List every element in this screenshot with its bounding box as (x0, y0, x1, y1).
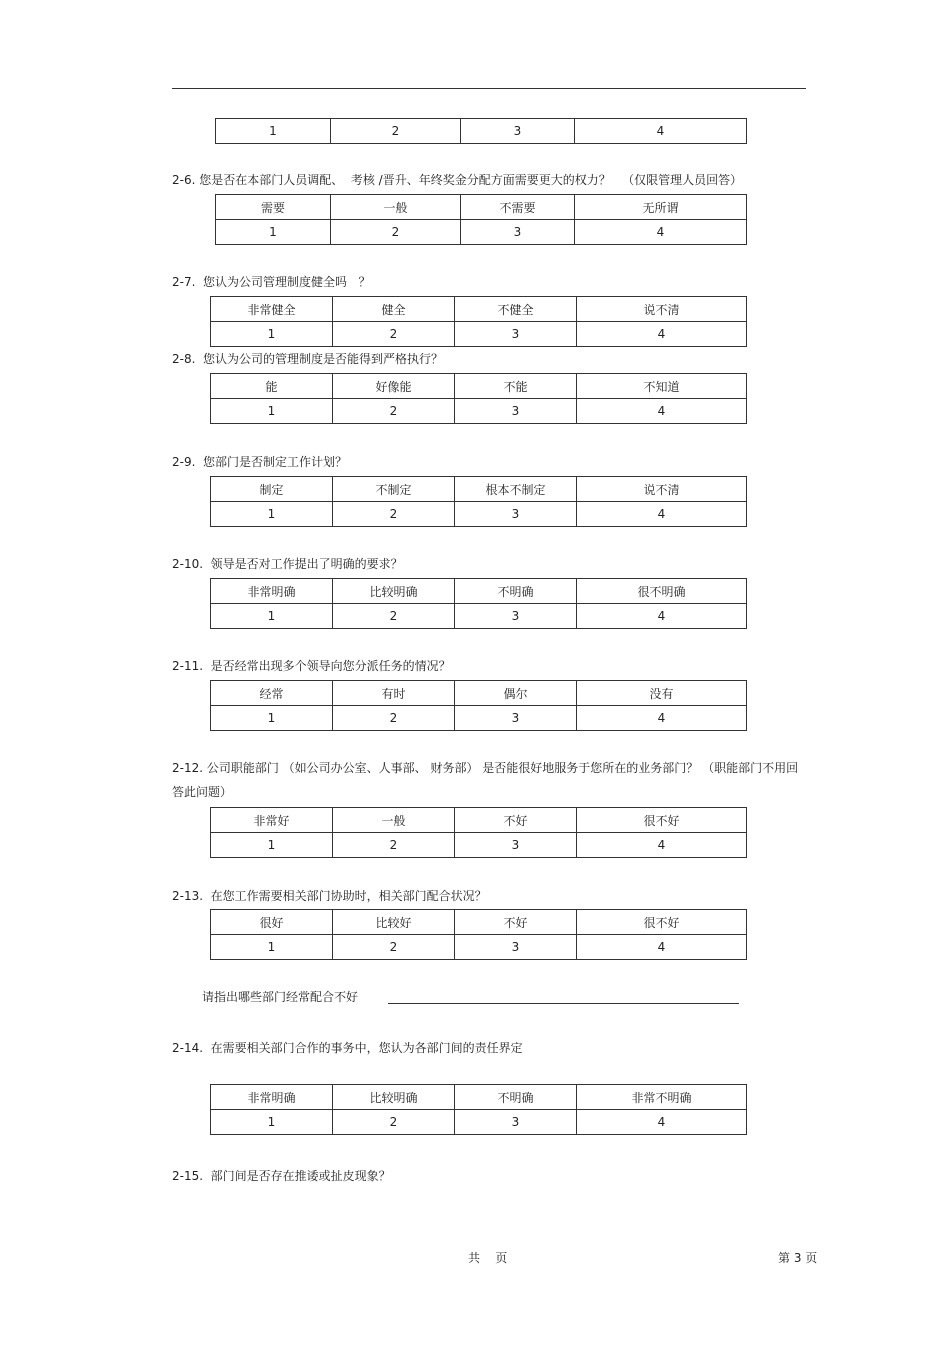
table-row (211, 808, 747, 833)
option-label: 比较明确 (333, 579, 455, 604)
option-value[interactable]: 3 (455, 1110, 577, 1135)
option-label: 有时 (333, 681, 455, 706)
option-label: 不明确 (455, 579, 577, 604)
option-value[interactable]: 4 (577, 399, 747, 424)
option-value[interactable]: 3 (455, 399, 577, 424)
option-value[interactable]: 2 (333, 833, 455, 858)
option-label: 不需要 (461, 195, 575, 220)
option-value[interactable]: 1 (211, 833, 333, 858)
option-value[interactable]: 4 (577, 502, 747, 527)
table-row (211, 833, 747, 858)
option-label: 一般 (333, 808, 455, 833)
option-value[interactable]: 3 (455, 502, 577, 527)
option-label: 说不清 (577, 297, 747, 322)
table-row (211, 1110, 747, 1135)
question-2-8: 2-8. 您认为公司的管理制度是否能得到严格执行？ (172, 352, 444, 366)
option-table-q214 (210, 1084, 747, 1135)
question-2-13: 2-13. 在您工作需要相关部门协助时，相关部门配合状况？ (172, 889, 487, 903)
option-table-q211 (210, 680, 747, 731)
option-label: 根本不制定 (455, 477, 577, 502)
option-label: 需要 (216, 195, 331, 220)
option-table-q0 (215, 118, 747, 144)
option-label: 很不明确 (577, 579, 747, 604)
option-label: 比较好 (333, 910, 455, 935)
option-value[interactable]: 1 (211, 706, 333, 731)
option-table-q27 (210, 296, 747, 347)
option-value[interactable]: 1 (216, 220, 331, 245)
option-label: 非常不明确 (577, 1085, 747, 1110)
option-value[interactable]: 4 (575, 220, 747, 245)
question-2-6: 2-6. 您是否在本部门人员调配、 考核 /晋升、年终奖金分配方面需要更大的权力？ （仅限管理人员回答） (172, 173, 743, 187)
option-value[interactable]: 3 (455, 935, 577, 960)
table-row (211, 706, 747, 731)
table-row (211, 374, 747, 399)
option-label: 非常明确 (211, 1085, 333, 1110)
option-value[interactable]: 4 (575, 119, 747, 144)
option-value[interactable]: 2 (333, 1110, 455, 1135)
option-table-q210 (210, 578, 747, 629)
option-label: 非常健全 (211, 297, 333, 322)
option-label: 好像能 (333, 374, 455, 399)
option-label: 非常好 (211, 808, 333, 833)
option-value[interactable]: 1 (211, 604, 333, 629)
option-label: 很不好 (577, 910, 747, 935)
option-label: 偶尔 (455, 681, 577, 706)
option-value[interactable]: 4 (577, 833, 747, 858)
option-label: 不好 (455, 808, 577, 833)
fill-in-line[interactable] (388, 1003, 739, 1004)
header-rule (172, 88, 806, 89)
option-label: 说不清 (577, 477, 747, 502)
option-label: 不好 (455, 910, 577, 935)
option-value[interactable]: 2 (333, 399, 455, 424)
table-row (211, 910, 747, 935)
option-value[interactable]: 1 (211, 1110, 333, 1135)
option-value[interactable]: 3 (455, 706, 577, 731)
table-row (216, 220, 747, 245)
table-row (211, 935, 747, 960)
table-row (211, 477, 747, 502)
option-value[interactable]: 4 (577, 935, 747, 960)
option-value[interactable]: 2 (333, 935, 455, 960)
option-value[interactable]: 2 (331, 119, 461, 144)
option-label: 制定 (211, 477, 333, 502)
question-2-12: 2-12. 公司职能部门 （如公司办公室、人事部、 财务部） 是否能很好地服务于您所在的业务部门？ （职能部门不用回答此问题） (172, 761, 799, 799)
question-2-9: 2-9. 您部门是否制定工作计划？ (172, 455, 348, 469)
option-value[interactable]: 3 (461, 220, 575, 245)
question-2-11: 2-11. 是否经常出现多个领导向您分派任务的情况？ (172, 659, 451, 673)
footer-page-number: 第 3 页 (778, 1251, 818, 1265)
option-label: 没有 (577, 681, 747, 706)
question-2-15: 2-15. 部门间是否存在推诿或扯皮现象？ (172, 1169, 391, 1183)
option-value[interactable]: 4 (577, 706, 747, 731)
option-value[interactable]: 2 (333, 706, 455, 731)
option-value[interactable]: 3 (455, 322, 577, 347)
option-value[interactable]: 4 (577, 1110, 747, 1135)
option-value[interactable]: 2 (333, 604, 455, 629)
table-row (211, 297, 747, 322)
option-label: 能 (211, 374, 333, 399)
option-table-q213 (210, 909, 747, 960)
option-value[interactable]: 4 (577, 604, 747, 629)
option-label: 不健全 (455, 297, 577, 322)
question-2-10: 2-10. 领导是否对工作提出了明确的要求？ (172, 557, 403, 571)
question-2-7: 2-7. 您认为公司管理制度健全吗 ？ (172, 275, 371, 289)
option-label: 不能 (455, 374, 577, 399)
option-label: 健全 (333, 297, 455, 322)
table-row (211, 1085, 747, 1110)
option-label: 一般 (331, 195, 461, 220)
option-label: 很不好 (577, 808, 747, 833)
option-label: 不制定 (333, 477, 455, 502)
option-label: 非常明确 (211, 579, 333, 604)
option-value[interactable]: 1 (211, 502, 333, 527)
option-table-q29 (210, 476, 747, 527)
option-value[interactable]: 1 (211, 322, 333, 347)
option-value[interactable]: 3 (455, 833, 577, 858)
option-value[interactable]: 2 (331, 220, 461, 245)
question-2-14: 2-14. 在需要相关部门合作的事务中，您认为各部门间的责任界定 (172, 1041, 523, 1055)
option-value[interactable]: 1 (211, 399, 333, 424)
table-row (211, 579, 747, 604)
option-label: 经常 (211, 681, 333, 706)
table-row (216, 119, 747, 144)
table-row (211, 604, 747, 629)
option-value[interactable]: 2 (333, 502, 455, 527)
option-label: 不明确 (455, 1085, 577, 1110)
option-value[interactable]: 4 (577, 322, 747, 347)
option-value[interactable]: 1 (216, 119, 331, 144)
option-table-q28 (210, 373, 747, 424)
table-row (211, 681, 747, 706)
option-value[interactable]: 2 (333, 322, 455, 347)
option-label: 不知道 (577, 374, 747, 399)
option-label: 很好 (211, 910, 333, 935)
table-row (211, 502, 747, 527)
fill-in-label: 请指出哪些部门经常配合不好 (202, 990, 359, 1004)
option-value[interactable]: 3 (461, 119, 575, 144)
table-row (216, 195, 747, 220)
option-value[interactable]: 3 (455, 604, 577, 629)
option-table-q212 (210, 807, 747, 858)
footer-total-pages: 共 页 (468, 1251, 508, 1265)
option-label: 比较明确 (333, 1085, 455, 1110)
option-label: 无所谓 (575, 195, 747, 220)
table-row (211, 322, 747, 347)
option-value[interactable]: 1 (211, 935, 333, 960)
table-row (211, 399, 747, 424)
option-table-q26 (215, 194, 747, 245)
